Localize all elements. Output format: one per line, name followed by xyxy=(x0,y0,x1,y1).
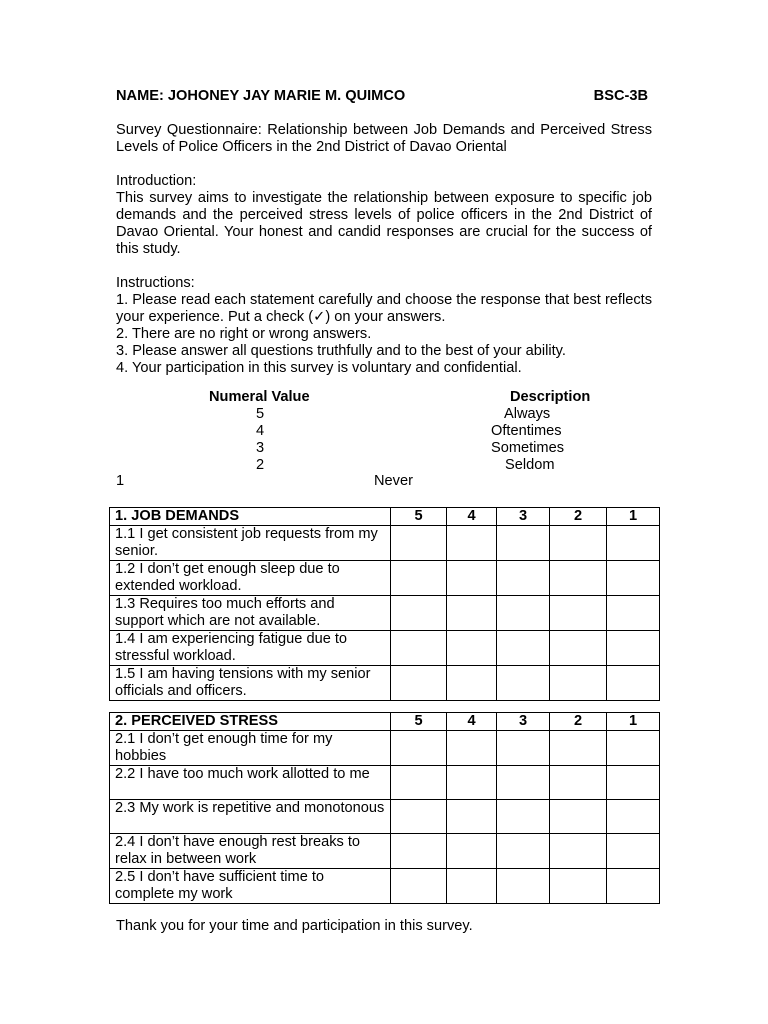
answer-cell[interactable] xyxy=(607,834,660,869)
job-demands-table xyxy=(109,507,660,701)
legend-desc: Sometimes xyxy=(491,440,564,456)
introduction-text: This survey aims to investigate the relationship between exposure to specific job demands and the perceived stress levels of police officers in the 2nd District of Davao Oriental. Your honest and candid responses are crucial for the success of this study. xyxy=(116,190,652,257)
answer-cell[interactable] xyxy=(391,526,447,561)
answer-cell[interactable] xyxy=(550,869,607,904)
student-section: BSC-3B xyxy=(593,88,648,104)
legend-desc: Always xyxy=(504,406,551,422)
answer-cell[interactable] xyxy=(497,869,550,904)
answer-cell[interactable] xyxy=(391,596,447,631)
answer-cell[interactable] xyxy=(550,731,607,766)
question-text: 2.3 My work is repetitive and monotonous xyxy=(110,800,391,834)
answer-cell[interactable] xyxy=(447,526,497,561)
legend-desc: Oftentimes xyxy=(491,423,562,439)
answer-cell[interactable] xyxy=(497,766,550,800)
answer-cell[interactable] xyxy=(497,596,550,631)
perceived-stress-title: 2. PERCEIVED STRESS xyxy=(110,713,391,731)
answer-cell[interactable] xyxy=(497,800,550,834)
answer-cell[interactable] xyxy=(391,561,447,596)
answer-cell[interactable] xyxy=(497,834,550,869)
instruction-item: 1. Please read each statement carefully and choose the response that best reflects your experience. Put a check (✓) on your answers. xyxy=(116,292,652,325)
scale-header: 3 xyxy=(497,713,550,731)
answer-cell[interactable] xyxy=(550,596,607,631)
answer-cell[interactable] xyxy=(607,800,660,834)
instructions-section xyxy=(116,275,652,377)
table-row xyxy=(110,596,660,631)
answer-cell[interactable] xyxy=(391,834,447,869)
answer-cell[interactable] xyxy=(607,766,660,800)
answer-cell[interactable] xyxy=(607,666,660,701)
legend-col-value: Numeral Value xyxy=(209,389,310,405)
question-text: 2.5 I don’t have sufficient time to complete my work xyxy=(110,869,391,904)
answer-cell[interactable] xyxy=(391,869,447,904)
table-header-row xyxy=(110,508,660,526)
answer-cell[interactable] xyxy=(550,766,607,800)
question-text: 1.4 I am experiencing fatigue due to stressful workload. xyxy=(110,631,391,666)
table-row xyxy=(110,834,660,869)
answer-cell[interactable] xyxy=(497,666,550,701)
scale-header: 5 xyxy=(391,508,447,526)
answer-cell[interactable] xyxy=(607,596,660,631)
answer-cell[interactable] xyxy=(447,596,497,631)
table-header-row xyxy=(110,713,660,731)
legend-desc: Seldom xyxy=(505,457,555,473)
answer-cell[interactable] xyxy=(447,666,497,701)
legend-desc: Never xyxy=(374,473,413,489)
table-row xyxy=(110,800,660,834)
table-row xyxy=(110,631,660,666)
scale-header: 2 xyxy=(550,508,607,526)
question-text: 1.2 I don’t get enough sleep due to extended workload. xyxy=(110,561,391,596)
answer-cell[interactable] xyxy=(497,631,550,666)
answer-cell[interactable] xyxy=(447,766,497,800)
scale-header: 1 xyxy=(607,713,660,731)
answer-cell[interactable] xyxy=(447,731,497,766)
scale-header: 4 xyxy=(447,713,497,731)
closing-note: Thank you for your time and participation in this survey. xyxy=(116,918,473,934)
legend-value: 4 xyxy=(256,423,265,439)
answer-cell[interactable] xyxy=(391,800,447,834)
answer-cell[interactable] xyxy=(550,834,607,869)
answer-cell[interactable] xyxy=(447,561,497,596)
legend-value: 2 xyxy=(256,457,265,473)
answer-cell[interactable] xyxy=(447,869,497,904)
header-line xyxy=(116,88,652,105)
answer-cell[interactable] xyxy=(497,731,550,766)
answer-cell[interactable] xyxy=(447,800,497,834)
introduction-section xyxy=(116,173,652,258)
question-text: 2.1 I don’t get enough time for my hobbies xyxy=(110,731,391,766)
table-row xyxy=(110,561,660,596)
table-row xyxy=(110,869,660,904)
legend-value: 5 xyxy=(256,406,265,422)
question-text: 1.1 I get consistent job requests from my senior. xyxy=(110,526,391,561)
answer-cell[interactable] xyxy=(607,526,660,561)
document-body xyxy=(116,88,652,377)
answer-cell[interactable] xyxy=(391,666,447,701)
scale-header: 1 xyxy=(607,508,660,526)
perceived-stress-table xyxy=(109,712,660,904)
answer-cell[interactable] xyxy=(607,561,660,596)
instruction-item: 4. Your participation in this survey is voluntary and confidential. xyxy=(116,360,522,376)
question-text: 1.3 Requires too much efforts and support which are not available. xyxy=(110,596,391,631)
table-row xyxy=(110,526,660,561)
answer-cell[interactable] xyxy=(550,631,607,666)
instructions-heading: Instructions: xyxy=(116,275,195,291)
scale-header: 2 xyxy=(550,713,607,731)
legend-value: 3 xyxy=(256,440,265,456)
table-row xyxy=(110,766,660,800)
answer-cell[interactable] xyxy=(550,800,607,834)
legend-col-description: Description xyxy=(510,389,591,405)
answer-cell[interactable] xyxy=(447,631,497,666)
instruction-item: 3. Please answer all questions truthfully and to the best of your ability. xyxy=(116,343,566,359)
scale-header: 4 xyxy=(447,508,497,526)
survey-title: Survey Questionnaire: Relationship between Job Demands and Perceived Stress Levels of Police Officers in the 2nd District of Davao Oriental xyxy=(116,122,652,155)
job-demands-title: 1. JOB DEMANDS xyxy=(110,508,391,526)
answer-cell[interactable] xyxy=(550,666,607,701)
table-row xyxy=(110,731,660,766)
question-text: 2.2 I have too much work allotted to me xyxy=(110,766,391,800)
answer-cell[interactable] xyxy=(391,731,447,766)
answer-cell[interactable] xyxy=(607,869,660,904)
student-name: NAME: JOHONEY JAY MARIE M. QUIMCO xyxy=(116,88,406,104)
question-text: 1.5 I am having tensions with my senior officials and officers. xyxy=(110,666,391,701)
question-text: 2.4 I don’t have enough rest breaks to relax in between work xyxy=(110,834,391,869)
legend-value: 1 xyxy=(116,473,125,489)
answer-cell[interactable] xyxy=(447,834,497,869)
scale-header: 3 xyxy=(497,508,550,526)
answer-cell[interactable] xyxy=(550,561,607,596)
answer-cell[interactable] xyxy=(497,526,550,561)
answer-cell[interactable] xyxy=(607,731,660,766)
answer-cell[interactable] xyxy=(497,561,550,596)
answer-cell[interactable] xyxy=(391,631,447,666)
instruction-item: 2. There are no right or wrong answers. xyxy=(116,326,372,342)
scale-header: 5 xyxy=(391,713,447,731)
answer-cell[interactable] xyxy=(550,526,607,561)
answer-cell[interactable] xyxy=(391,766,447,800)
introduction-heading: Introduction: xyxy=(116,173,197,189)
answer-cell[interactable] xyxy=(607,631,660,666)
table-row xyxy=(110,666,660,701)
